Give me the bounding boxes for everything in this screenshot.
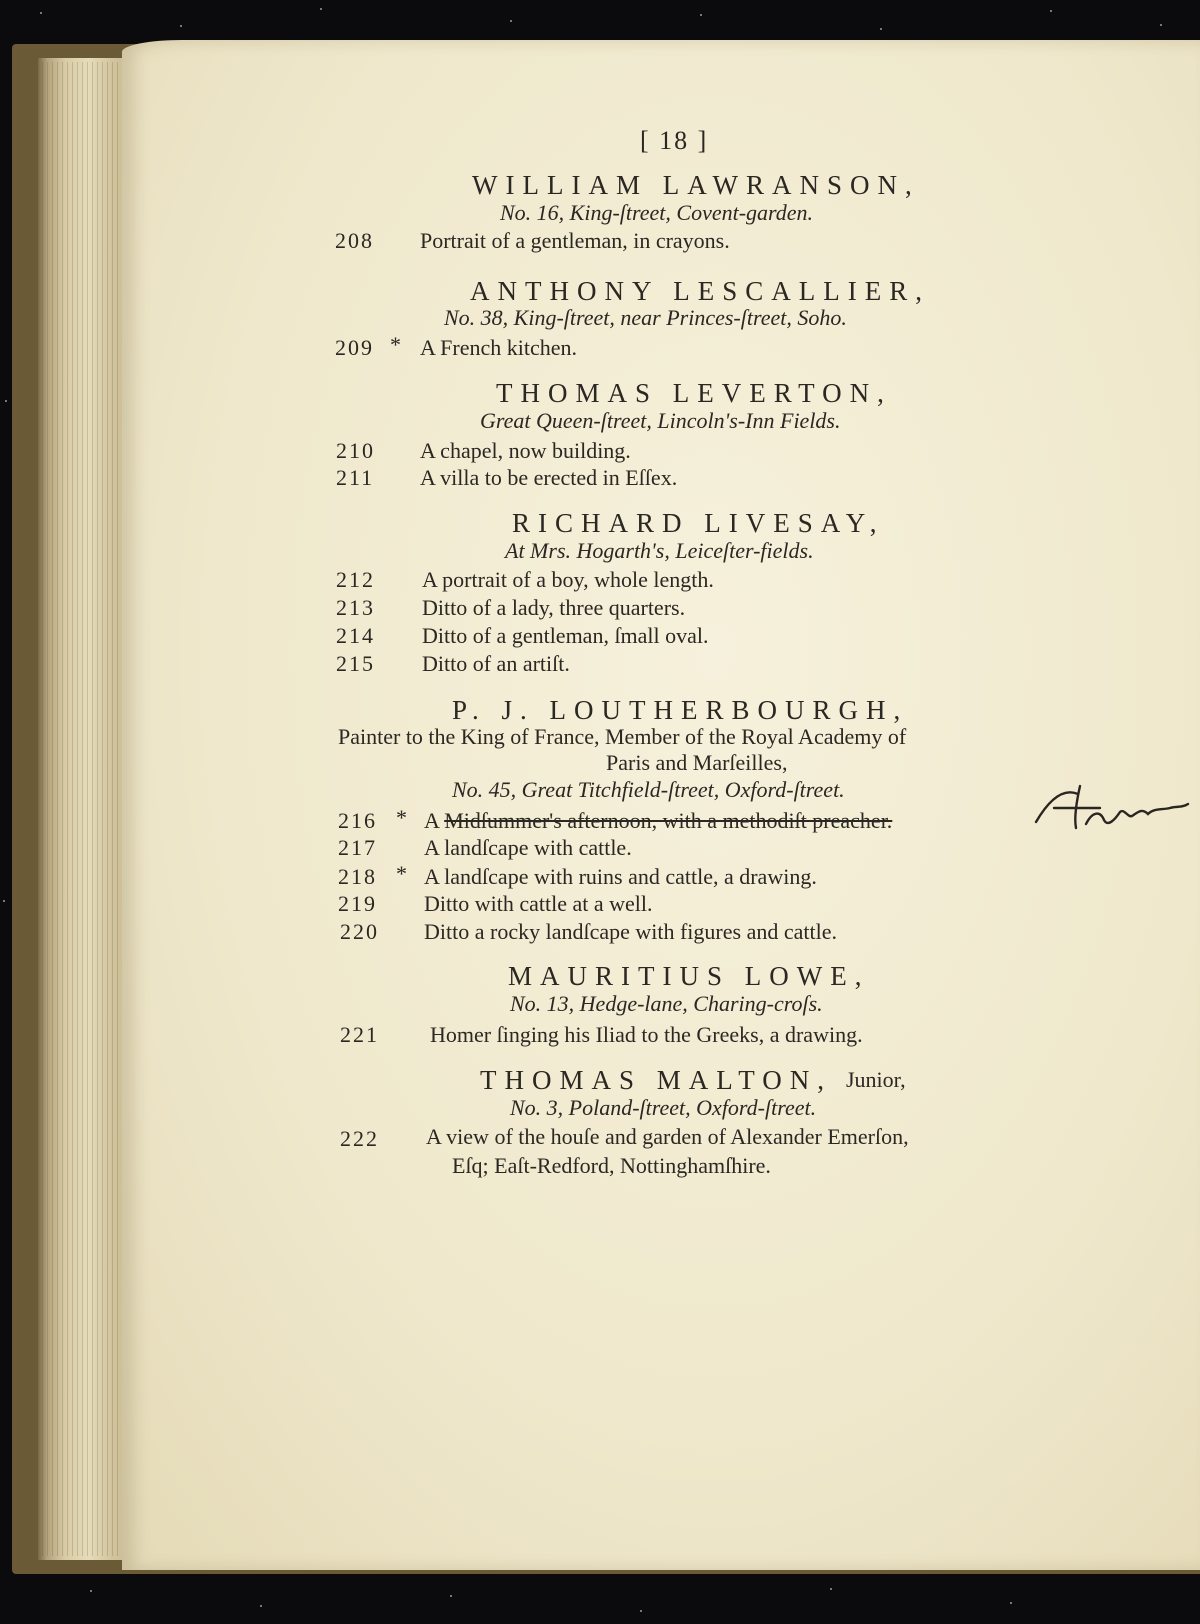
artist-name: ANTHONY LESCALLIER, xyxy=(470,276,930,306)
entry-title: A villa to be erected in Eſſex. xyxy=(420,465,678,490)
entry-title: Ditto of a lady, three quarters. xyxy=(422,595,686,620)
artist-address: No. 16, King-ſtreet, Covent-garden. xyxy=(500,200,814,225)
entry-title: Ditto of an artiſt. xyxy=(422,651,570,676)
entry-number: 210 xyxy=(336,438,375,463)
entry-asterisk: * xyxy=(396,805,407,830)
entry-title: Ditto a rocky landſcape with figures and cattle. xyxy=(424,919,837,944)
entry-number: 213 xyxy=(336,595,375,620)
artist-address: No. 3, Poland-ſtreet, Oxford-ſtreet. xyxy=(510,1095,817,1120)
entry-asterisk: * xyxy=(390,332,401,357)
entry-number: 219 xyxy=(338,891,377,916)
artist-name: RICHARD LIVESAY, xyxy=(512,508,885,538)
artist-name: MAURITIUS LOWE, xyxy=(508,961,870,991)
artist-name: WILLIAM LAWRANSON, xyxy=(472,170,920,200)
entry-number: 214 xyxy=(336,623,375,648)
page-edge-lines xyxy=(42,62,122,1556)
entry-number: 216 xyxy=(338,808,377,833)
entry-title: Ditto with cattle at a well. xyxy=(424,891,653,916)
artist-title: Painter to the King of France, Member of the Royal Academy of xyxy=(338,724,907,749)
entry-title xyxy=(424,810,892,832)
entry-number: 212 xyxy=(336,567,375,592)
entry-number: 218 xyxy=(338,864,377,889)
artist-title: Paris and Marſeilles, xyxy=(606,750,788,775)
entry-number: 221 xyxy=(340,1022,379,1047)
entry-title: Portrait of a gentleman, in crayons. xyxy=(420,228,730,253)
entry-title: Homer ſinging his Iliad to the Greeks, a drawing. xyxy=(430,1022,863,1047)
entry-title: A landſcape with ruins and cattle, a drawing. xyxy=(424,864,817,889)
artist-address: Great Queen-ſtreet, Lincoln's-Inn Fields. xyxy=(480,408,841,433)
entry-asterisk: * xyxy=(396,861,407,886)
artist-name: THOMAS LEVERTON, xyxy=(496,378,892,408)
artist-name: P. J. LOUTHERBOURGH, xyxy=(452,695,909,725)
artist-name-suffix: Junior, xyxy=(846,1067,906,1092)
artist-address: No. 13, Hedge-lane, Charing-croſs. xyxy=(510,991,823,1016)
entry-title: A French kitchen. xyxy=(420,335,578,360)
entry-title: Ditto of a gentleman, ſmall oval. xyxy=(422,623,709,648)
artist-address: At Mrs. Hogarth's, Leiceſter-fields. xyxy=(505,538,814,563)
entry-number: 222 xyxy=(340,1126,379,1151)
entry-title: A portrait of a boy, whole length. xyxy=(422,567,714,592)
entry-title-continued: Eſq; Eaſt-Redford, Nottinghamſhire. xyxy=(452,1153,771,1178)
entry-number: 220 xyxy=(340,919,379,944)
entry-number: 215 xyxy=(336,651,375,676)
entry-title: A view of the houſe and garden of Alexander Emerſon, xyxy=(426,1124,909,1149)
artist-name: THOMAS MALTON, xyxy=(480,1065,833,1095)
entry-number: 208 xyxy=(335,228,374,253)
struck-title: Midſummer's afternoon, with a methodiſt preacher. xyxy=(444,808,893,833)
entry-title: A landſcape with cattle. xyxy=(424,835,632,860)
page-number: [ 18 ] xyxy=(640,126,709,155)
entry-number: 209 xyxy=(335,335,374,360)
artist-address: No. 38, King-ſtreet, near Princes-ſtreet, Soho. xyxy=(444,305,847,330)
handwritten-annotation xyxy=(1030,778,1190,838)
entry-title: A chapel, now building. xyxy=(420,438,631,463)
artist-address: No. 45, Great Titchfield-ſtreet, Oxford-ſtreet. xyxy=(452,777,845,802)
entry-number: 211 xyxy=(336,465,375,490)
entry-number: 217 xyxy=(338,835,377,860)
entry-title-prefix: A xyxy=(424,808,439,833)
